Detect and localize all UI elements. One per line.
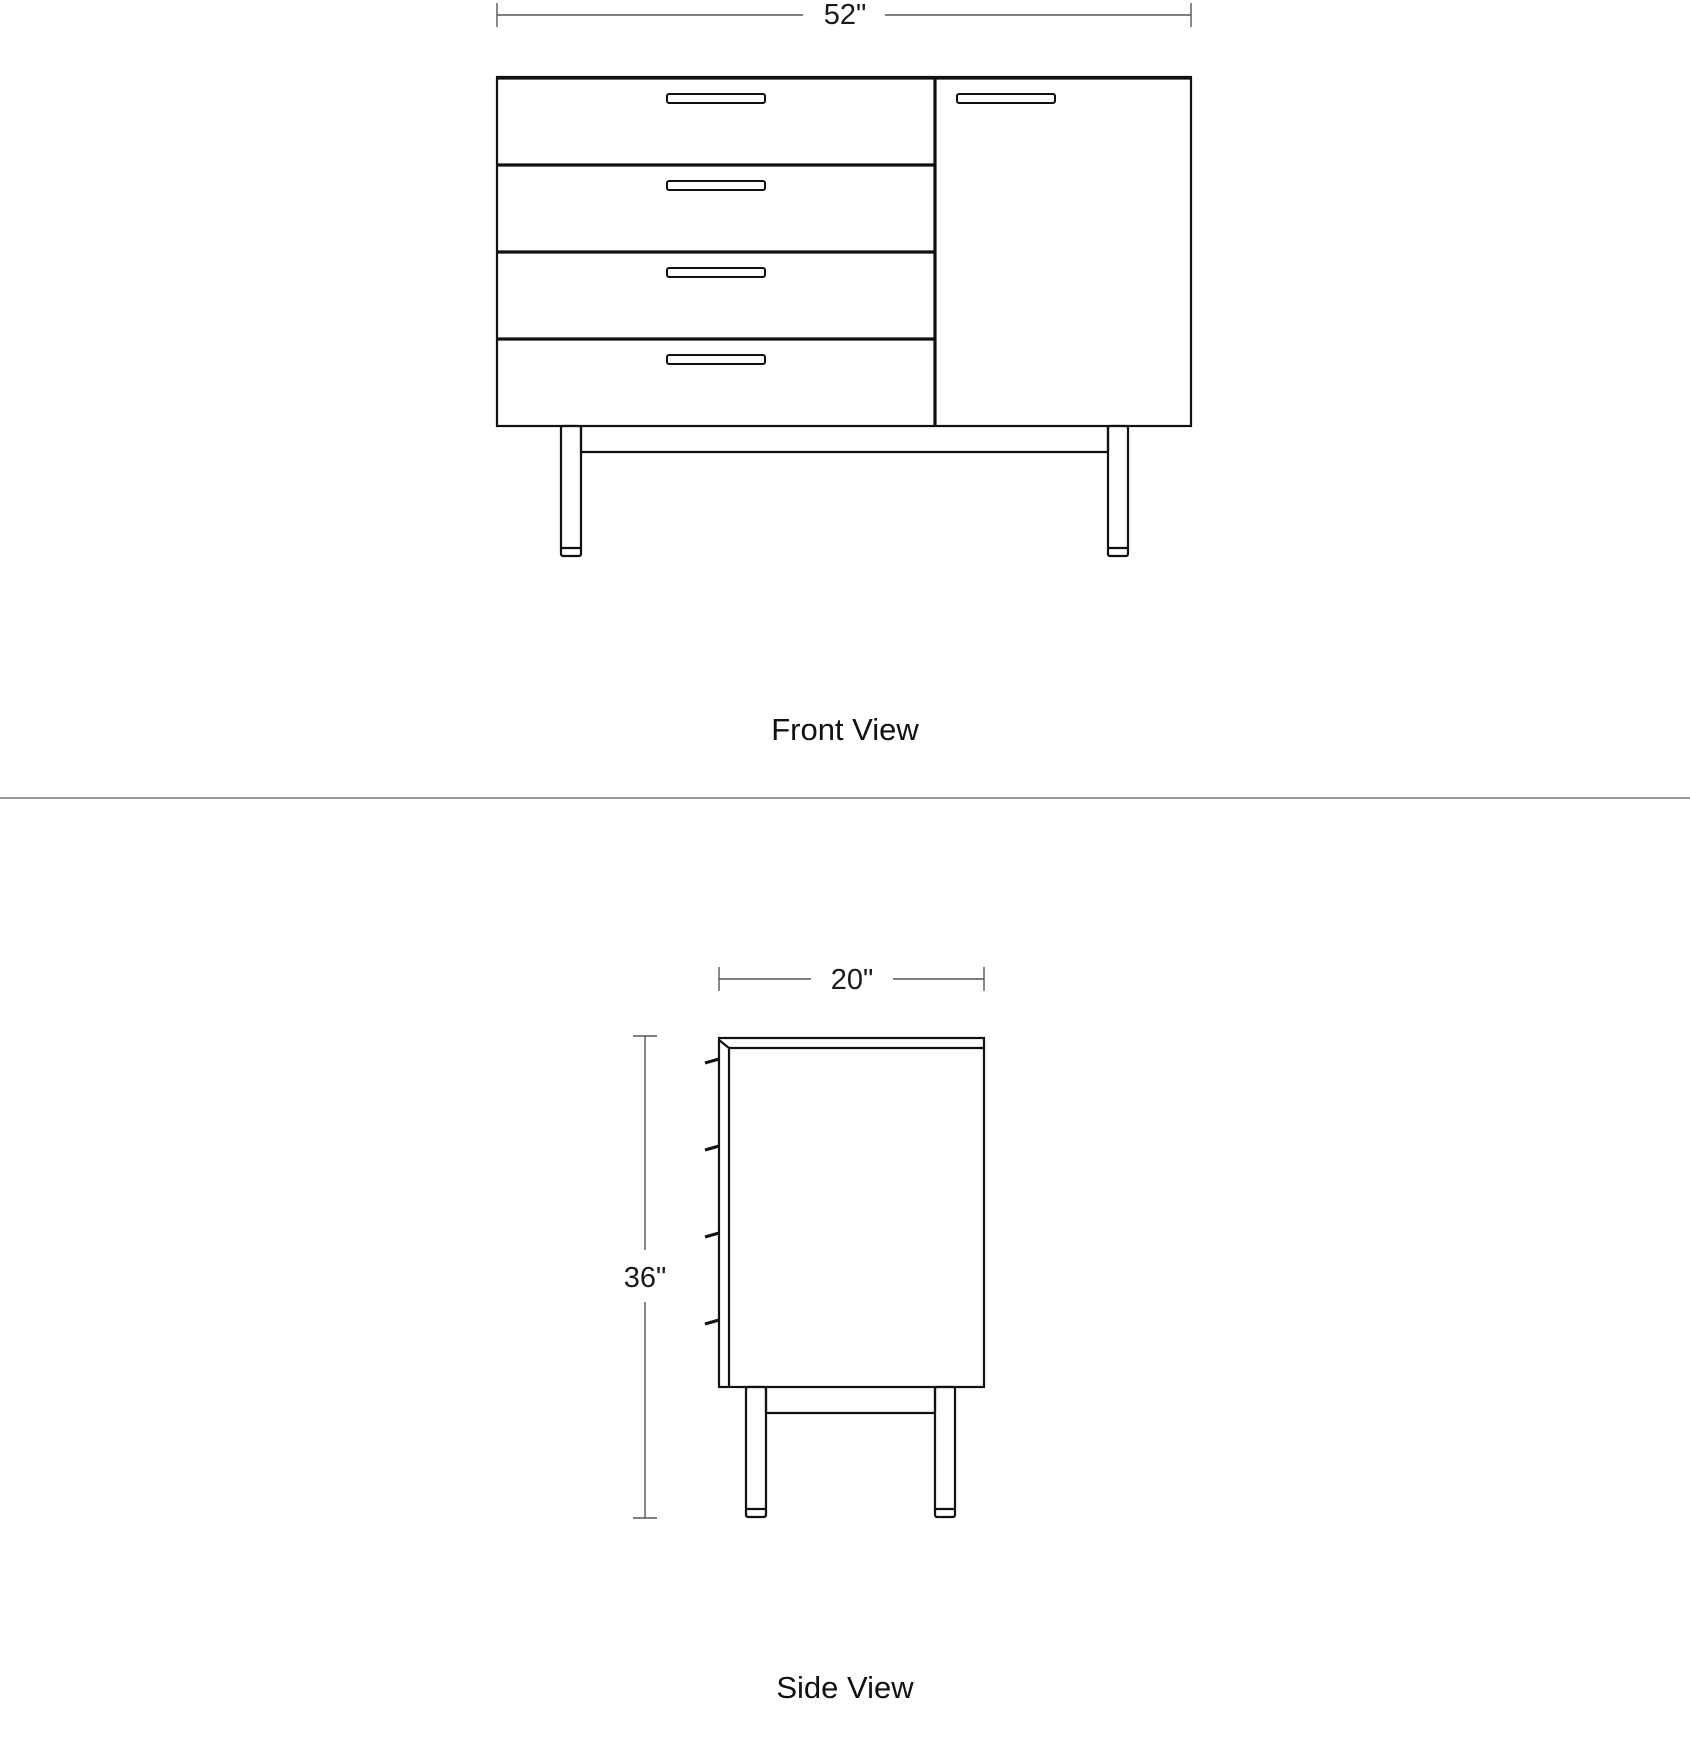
front-view — [497, 0, 1191, 747]
side-base — [746, 1387, 955, 1517]
side-drawer-pull-3 — [705, 1233, 719, 1237]
side-drawer-pull-4 — [705, 1320, 719, 1324]
front-cabinet — [497, 77, 1191, 426]
drawer-handle-3 — [667, 268, 765, 277]
side-depth-dimension — [719, 964, 984, 996]
drawer-handle-4 — [667, 355, 765, 364]
front-base — [561, 426, 1128, 556]
front-leg-left — [561, 426, 581, 556]
side-leg-back — [935, 1387, 955, 1517]
side-height-label: 36" — [623, 1262, 667, 1294]
side-leg-front — [746, 1387, 766, 1517]
side-cabinet-body — [719, 1038, 984, 1387]
side-view-label: Side View — [776, 1670, 914, 1705]
side-drawer-pull-2 — [705, 1146, 719, 1150]
front-width-dimension — [497, 0, 1191, 31]
drawer-handle-1 — [667, 94, 765, 103]
front-leg-right — [1108, 426, 1128, 556]
side-drawer-pull-1 — [705, 1059, 719, 1063]
side-cabinet — [705, 1038, 984, 1387]
side-depth-label: 20" — [830, 964, 874, 996]
front-width-label: 52" — [823, 0, 867, 31]
door-handle — [957, 94, 1055, 103]
front-view-label: Front View — [771, 712, 919, 747]
side-height-dimension — [624, 1036, 667, 1518]
drawer-handle-2 — [667, 181, 765, 190]
side-view — [624, 964, 984, 1705]
